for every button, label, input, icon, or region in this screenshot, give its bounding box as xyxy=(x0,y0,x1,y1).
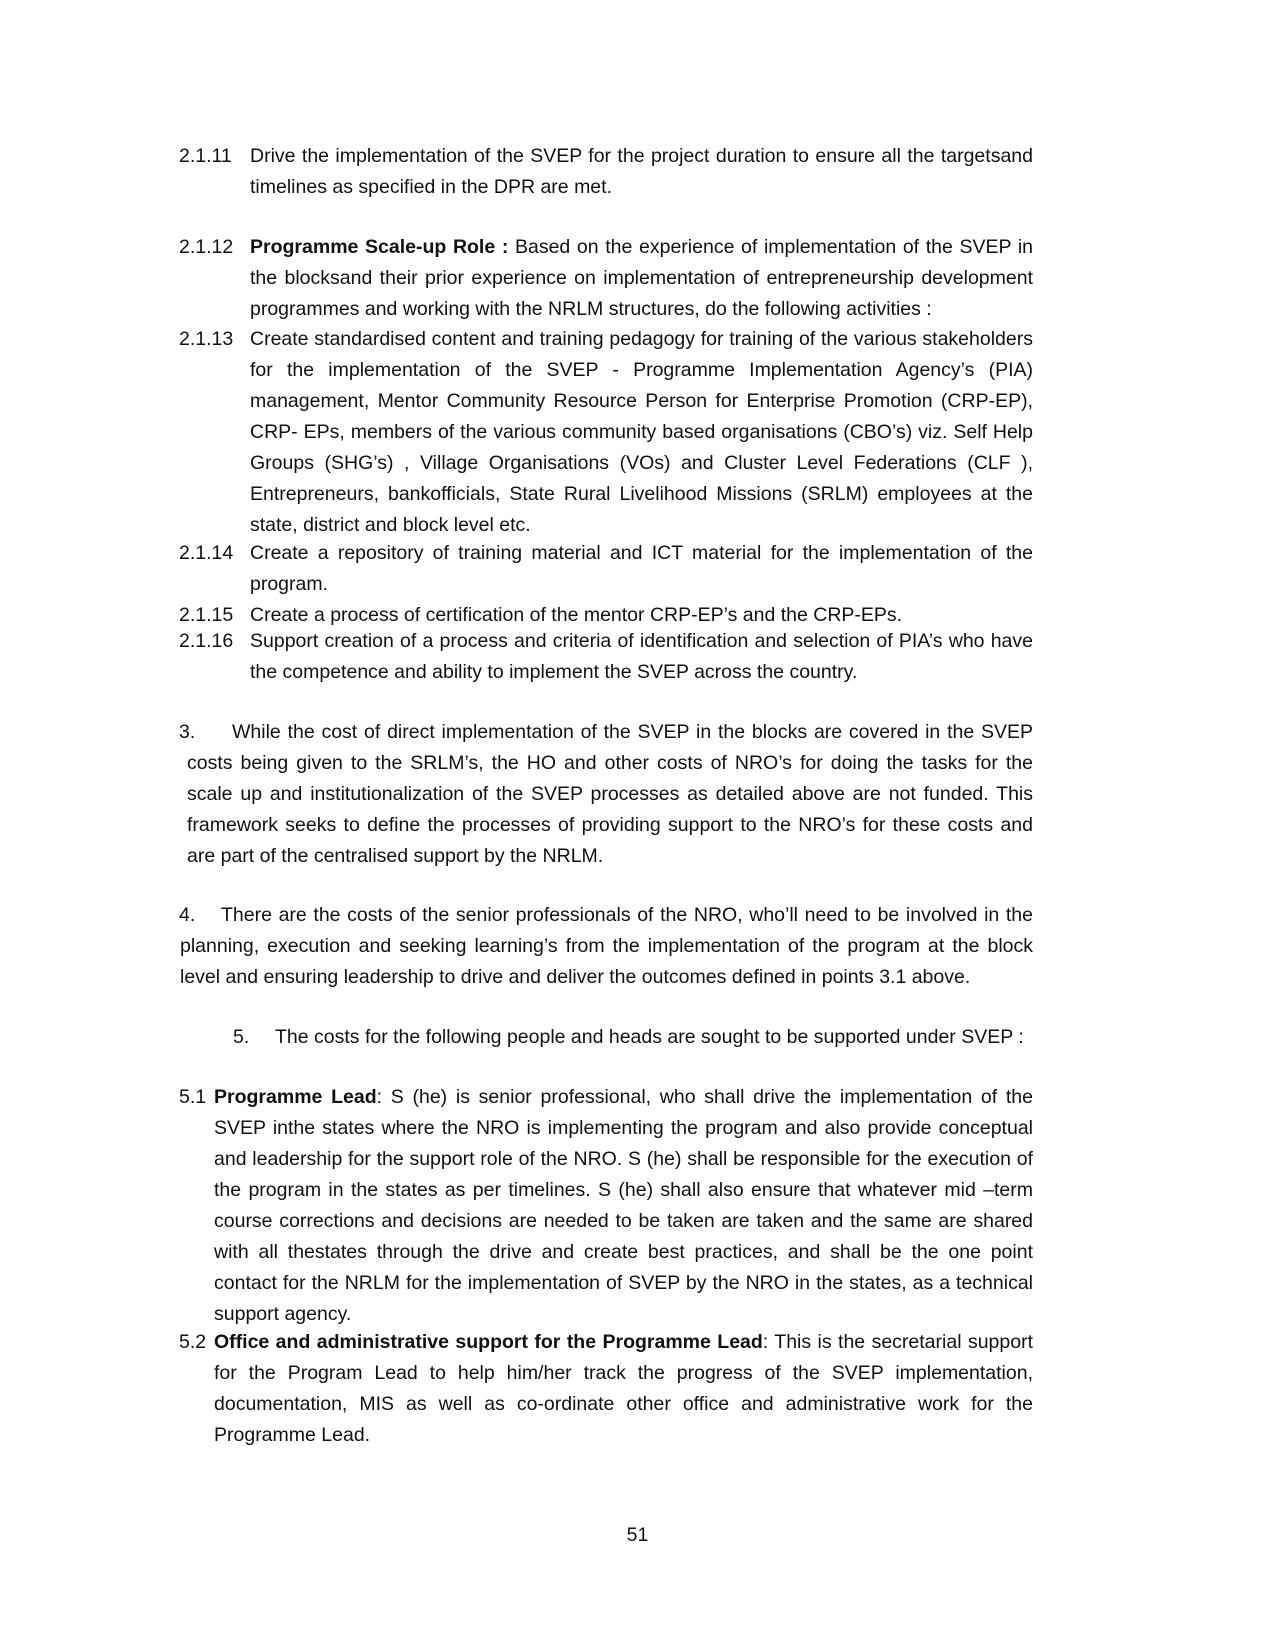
paragraph-3-text: While the cost of direct implementation of the SVEP in the blocks are covered in the SVEP costs being given to the SRLM’s, the HO and other costs of NRO’s for doing the tasks for the scale up and institutionalization of the SVEP processes as detailed above are not funded. This framework seeks to define the processes of providing support to the NRO’s for these costs and are part of the centralised support by the NRLM. xyxy=(187,721,1033,867)
item-5-1-label: Programme Lead xyxy=(214,1086,377,1108)
page-number: 51 xyxy=(626,1524,649,1546)
paragraph-5-text: The costs for the following people and heads are sought to be supported under SVEP : xyxy=(275,1026,1024,1048)
item-number: 5.1 xyxy=(179,1086,207,1108)
item-number: 5.2 xyxy=(179,1331,207,1353)
item-5-2-label: Office and administrative support for the Programme Lead xyxy=(214,1331,763,1353)
item-2-1-16-text: Support creation of a process and criteria of identification and selection of PIA’s who have the competence and ability to implement the SVEP across the country. xyxy=(250,630,1033,683)
item-number: 2.1.11 xyxy=(179,145,232,167)
item-2-1-15-text: Create a process of certification of the mentor CRP-EP’s and the CRP-EPs. xyxy=(250,604,903,626)
item-5-2-text xyxy=(214,1327,1033,1451)
item-5-1-body: : S (he) is senior professional, who shall drive the implementation of the SVEP inthe states where the NRO is implementing the program and also provide conceptual and leadership for the support role of the NRO. S (he) shall be responsible for the execution of the program in the states as per timelines. S (he) shall also ensure that whatever mid –term course corrections and decisions are needed to be taken are taken and the same are shared with all thestates through the drive and create best practices, and shall be the one point contact for the NRLM for the implementation of SVEP by the NRO in the states, as a technical support agency. xyxy=(214,1086,1033,1325)
item-2-1-11-text: Drive the implementation of the SVEP for the project duration to ensure all the targetsand timelines as specified in the DPR are met. xyxy=(250,145,1033,198)
item-number: 2.1.13 xyxy=(179,328,234,350)
item-5-1-text xyxy=(214,1082,1033,1330)
item-5-2-body: : This is the secretarial support for the Program Lead to help him/her track the progress of the SVEP implementation, documentation, MIS as well as co-ordinate other office and administrative work for the Programme Lead. xyxy=(214,1331,1033,1446)
paragraph-4-text: There are the costs of the senior professionals of the NRO, who’ll need to be involved in the planning, execution and seeking learning’s from the implementation of the program at the block level and ensuring leadership to drive and deliver the outcomes defined in points 3.1 above. xyxy=(180,904,1033,988)
item-number: 2.1.12 xyxy=(179,236,234,258)
item-number: 2.1.14 xyxy=(179,542,234,564)
item-2-1-12-text xyxy=(250,232,1033,325)
item-2-1-12-body: Based on the experience of implementation of the SVEP in the blocksand their prior experience on implementation of entrepreneurship development programmes and working with the NRLM structures, do the following activities : xyxy=(250,236,1033,320)
item-number: 2.1.15 xyxy=(179,604,234,626)
paragraph-number: 4. xyxy=(179,904,196,926)
item-2-1-12-label: Programme Scale-up Role : xyxy=(250,236,509,258)
item-number: 2.1.16 xyxy=(179,630,234,652)
paragraph-number: 5. xyxy=(233,1026,250,1048)
paragraph-number: 3. xyxy=(179,721,196,743)
item-2-1-13-text: Create standardised content and training pedagogy for training of the various stakeholders for the implementation of the SVEP - Programme Implementation Agency’s (PIA) management, Mentor Community Resource Person for Enterprise Promotion (CRP-EP), CRP- EPs, members of the various community based organisations (CBO’s) viz. Self Help Groups (SHG’s) , Village Organisations (VOs) and Cluster Level Federations (CLF ), Entrepreneurs, bankofficials, State Rural Livelihood Missions (SRLM) employees at the state, district and block level etc. xyxy=(250,328,1033,536)
item-2-1-14-text: Create a repository of training material and ICT material for the implementation of the program. xyxy=(250,542,1033,595)
